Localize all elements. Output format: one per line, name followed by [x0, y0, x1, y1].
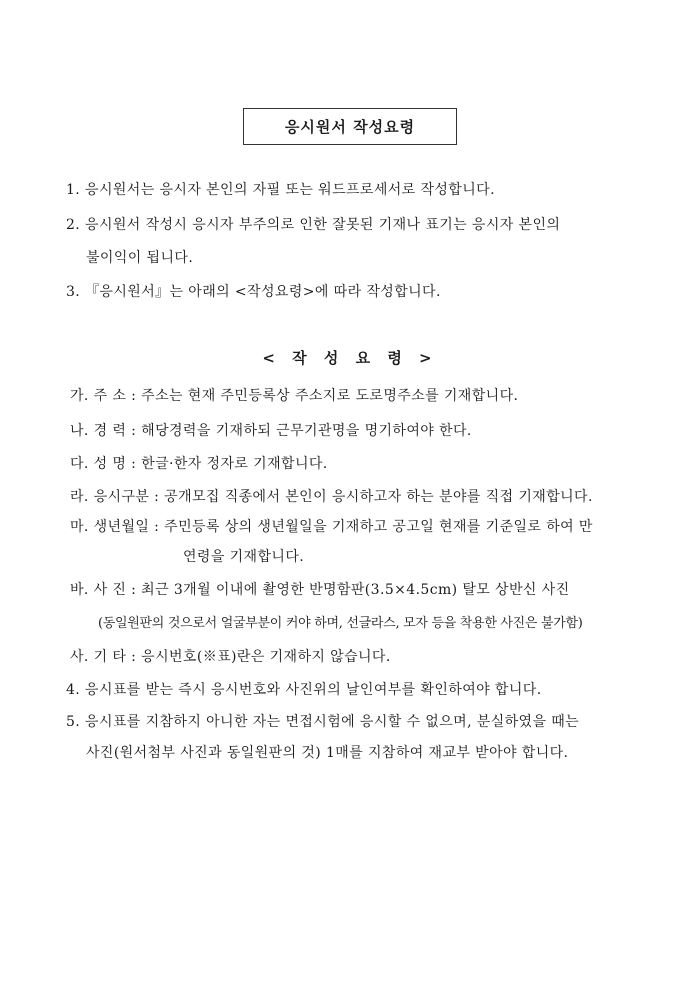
- guide-item-photo-note: [98, 615, 583, 633]
- guide-item-birthdate: [70, 518, 593, 536]
- closing-item-continuation-text: 사진(원서첨부 사진과 동일원판의 것) 1매를 지참하여 재교부 받아야 합니다.: [86, 745, 569, 761]
- closing-item-5: [66, 713, 579, 731]
- guide-item-label: 다. 성 명 :: [70, 456, 137, 472]
- closing-item-text: 응시표를 받는 즉시 응시번호와 사진위의 날인여부를 확인하여야 합니다.: [85, 682, 542, 698]
- guide-item-text: 해당경력을 기재하되 근무기관명을 명기하여야 한다.: [141, 423, 472, 439]
- guide-item-text: 주민등록 상의 생년월일을 기재하고 공고일 현재를 기준일로 하여 만: [164, 519, 593, 535]
- guide-item-text: 최근 3개월 이내에 촬영한 반명함판(3.5×4.5cm) 탈모 상반신 사진: [141, 582, 570, 598]
- intro-item-text: 응시원서 작성시 응시자 부주의로 인한 잘못된 기재나 표기는 응시자 본인의: [85, 217, 561, 233]
- guide-item-label: 마. 생년월일 :: [70, 519, 160, 535]
- intro-item-3: [66, 283, 441, 301]
- guide-item-other: [70, 648, 391, 666]
- guide-item-name: [70, 455, 328, 473]
- guide-item-birthdate-continuation: [183, 548, 304, 566]
- intro-item-number: 2.: [66, 217, 81, 233]
- intro-item-text: 응시원서는 응시자 본인의 자필 또는 워드프로세서로 작성합니다.: [85, 182, 495, 198]
- intro-item-2: [66, 216, 560, 234]
- intro-item-number: 1.: [66, 182, 81, 198]
- guide-item-text: 주소는 현재 주민등록상 주소지로 도로명주소를 기재합니다.: [141, 388, 519, 404]
- guide-item-text: 한글·한자 정자로 기재합니다.: [141, 456, 328, 472]
- section-heading: < 작 성 요 령 >: [262, 349, 438, 367]
- guide-item-label: 사. 기 타 :: [70, 649, 137, 665]
- intro-item-number: 3.: [66, 284, 81, 300]
- intro-item-1: [66, 181, 495, 199]
- guide-item-address: [70, 387, 518, 405]
- guide-item-label: 가. 주 소 :: [70, 388, 137, 404]
- closing-item-4: [66, 681, 542, 699]
- guide-item-label: 나. 경 력 :: [70, 423, 137, 439]
- guide-item-career: [70, 422, 472, 440]
- intro-item-continuation-text: 불이익이 됩니다.: [86, 250, 194, 266]
- guide-item-application-type: [70, 488, 593, 506]
- document-title: 응시원서 작성요령: [284, 118, 416, 136]
- document-title-box: [243, 108, 457, 145]
- guide-item-continuation-text: 연령을 기재합니다.: [183, 549, 305, 565]
- intro-item-2-continuation: [86, 249, 193, 267]
- guide-item-note-text: (동일원판의 것으로서 얼굴부분이 커야 하며, 선글라스, 모자 등을 착용한 사진은 불가함): [98, 616, 583, 631]
- closing-item-5-continuation: [86, 744, 568, 762]
- closing-item-text: 응시표를 지참하지 아니한 자는 면접시험에 응시할 수 없으며, 분실하였을 때는: [85, 714, 580, 730]
- intro-item-text: 『응시원서』는 아래의 <작성요령>에 따라 작성합니다.: [85, 284, 441, 300]
- guide-item-label: 바. 사 진 :: [70, 582, 137, 598]
- closing-item-number: 4.: [66, 682, 81, 698]
- guide-item-photo: [70, 581, 570, 599]
- guide-item-label: 라. 응시구분 :: [70, 489, 160, 505]
- closing-item-number: 5.: [66, 714, 81, 730]
- guide-item-text: 공개모집 직종에서 본인이 응시하고자 하는 분야를 직접 기재합니다.: [164, 489, 593, 505]
- guide-item-text: 응시번호(※표)란은 기재하지 않습니다.: [141, 649, 391, 665]
